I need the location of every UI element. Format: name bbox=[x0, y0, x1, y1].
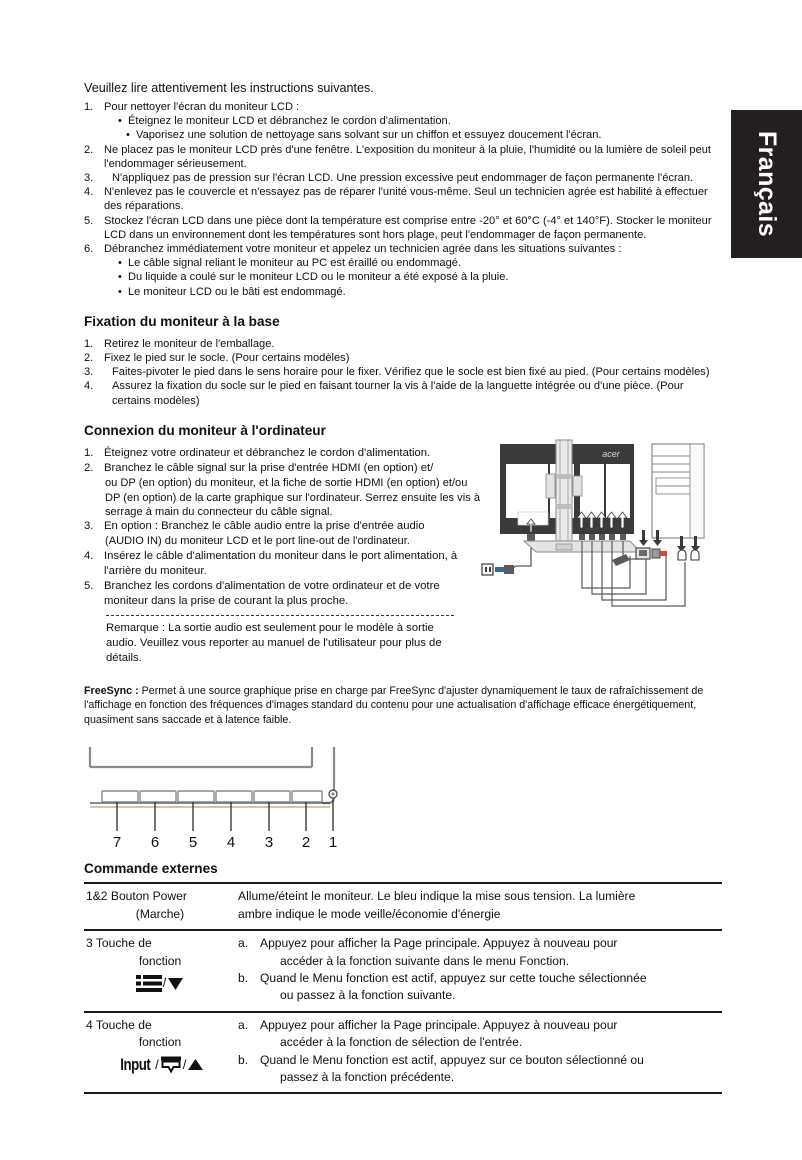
control-description-cell bbox=[236, 1012, 722, 1094]
list-text-continuation: (AUDIO IN) du moniteur LCD et le port line-out de l'ordinateur. bbox=[105, 535, 410, 548]
base-mounting-list bbox=[84, 337, 722, 408]
control-label-line1: 1&2 Bouton Power bbox=[86, 889, 187, 904]
bezel-button-diagram bbox=[84, 745, 384, 853]
list-text: Éteignez le moniteur LCD et débranchez le cordon d'alimentation. bbox=[128, 115, 451, 128]
list-item bbox=[84, 549, 480, 580]
callout-2: 2 bbox=[301, 834, 311, 852]
item-text-continuation: ou passez à la fonction suivante. bbox=[280, 988, 456, 1003]
bezel-diagram-svg bbox=[84, 745, 384, 853]
list-number: 1. bbox=[84, 101, 94, 113]
triangle-up-icon bbox=[187, 1057, 204, 1072]
description-line: Allume/éteint le moniteur. Le bleu indique la mise sous tension. La lumière bbox=[238, 889, 636, 904]
bezel-callout-numbers bbox=[113, 834, 337, 851]
input-label: Input bbox=[119, 1054, 150, 1074]
list-text: Le câble signal reliant le moniteur au PC est éraillé ou endommagé. bbox=[128, 257, 462, 270]
callout-7: 7 bbox=[112, 834, 122, 852]
freesync-label: FreeSync : bbox=[84, 684, 139, 697]
list-text: Insérez le câble d'alimentation du moniteur dans le port alimentation, à l'arrière du moniteur. bbox=[104, 549, 458, 577]
item-text: Quand le Menu fonction est actif, appuyez sur ce bouton sélectionné ou bbox=[260, 1052, 644, 1067]
item-value bbox=[260, 970, 720, 1005]
language-tab-label: Français bbox=[752, 130, 781, 238]
list-text: Retirez le moniteur de l'emballage. bbox=[104, 337, 275, 350]
description-item bbox=[238, 935, 720, 970]
list-number: 3. bbox=[84, 366, 94, 379]
control-glyph-row bbox=[86, 1054, 234, 1076]
list-item bbox=[84, 285, 722, 299]
control-label-cell bbox=[84, 883, 236, 930]
description-item bbox=[238, 1017, 720, 1052]
list-item bbox=[84, 171, 722, 185]
list-text: Faites-pivoter le pied dans le sens horaire pour le fixer. Vérifiez que le socle est bien fixé au pied. (Pour certains modèles) bbox=[112, 366, 710, 379]
monitor-rear-and-tower-diagram bbox=[480, 438, 720, 618]
control-label-line2: fonction bbox=[138, 953, 182, 968]
cable-plug-bodies bbox=[636, 548, 699, 560]
list-number: 1. bbox=[84, 446, 94, 459]
list-text-continuation: ou DP (en option) du moniteur, et la fiche de sortie HDMI (en option) et/ou DP (en option) de la carte graphique sur l'ordinateur. Serrez ensuite les vis à serrage à main du connecteur du câble signal. bbox=[105, 477, 480, 518]
item-key: a. bbox=[238, 1017, 249, 1032]
language-side-tab bbox=[731, 110, 802, 258]
power-plug-icon bbox=[495, 565, 514, 574]
rear-port-connectors bbox=[527, 534, 626, 541]
list-item bbox=[84, 256, 722, 270]
separator-slash: / bbox=[155, 1056, 159, 1072]
connection-block bbox=[84, 446, 722, 667]
list-item bbox=[84, 114, 722, 128]
control-description-cell bbox=[236, 930, 722, 1012]
callout-5: 5 bbox=[188, 834, 198, 852]
bullet-marker: • bbox=[126, 129, 130, 142]
list-item bbox=[84, 446, 480, 461]
description-item bbox=[238, 1052, 720, 1087]
item-text-continuation: accéder à la fonction suivante dans le menu Fonction. bbox=[280, 953, 570, 968]
list-number: 4. bbox=[84, 549, 94, 562]
triangle-down-icon bbox=[167, 976, 184, 991]
list-number: 4. bbox=[84, 380, 94, 393]
divider-dashed bbox=[106, 615, 454, 616]
item-key: a. bbox=[238, 936, 249, 951]
list-menu-icon bbox=[136, 974, 162, 993]
item-value bbox=[260, 1052, 720, 1087]
control-label-line1: 4 Touche de bbox=[86, 1017, 152, 1032]
safety-instructions-list bbox=[84, 100, 722, 299]
list-item bbox=[84, 128, 722, 142]
item-value bbox=[260, 935, 720, 970]
list-item bbox=[84, 185, 722, 213]
bullet-marker: • bbox=[118, 285, 122, 298]
list-item bbox=[84, 242, 722, 256]
table-row bbox=[84, 1012, 722, 1094]
list-text: Branchez le câble signal sur la prise d'entrée HDMI (en option) et/ bbox=[104, 462, 434, 475]
bullet-marker: • bbox=[118, 271, 122, 284]
page-content bbox=[84, 80, 722, 1094]
monitor-cabling-figure bbox=[480, 438, 720, 618]
item-text-continuation: accéder à la fonction de sélection de l'entrée. bbox=[280, 1035, 523, 1050]
callout-3: 3 bbox=[264, 834, 274, 852]
acer-brand-label: acer bbox=[602, 448, 620, 459]
control-label-line2: fonction bbox=[138, 1035, 182, 1050]
list-number: 3. bbox=[84, 520, 94, 533]
list-item bbox=[84, 270, 722, 284]
list-item bbox=[84, 579, 480, 610]
list-item bbox=[84, 100, 722, 114]
intro-lead: Veuillez lire attentivement les instructions suivantes. bbox=[84, 81, 374, 95]
bullet-marker: • bbox=[118, 115, 122, 128]
freesync-paragraph bbox=[84, 684, 722, 728]
list-item bbox=[84, 461, 480, 476]
separator-slash: / bbox=[162, 975, 167, 991]
list-text: Branchez les cordons d'alimentation de votre ordinateur et de votre moniteur dans la prise de courant la plus proche. bbox=[104, 580, 440, 608]
list-number: 6. bbox=[84, 243, 94, 256]
list-item bbox=[84, 379, 722, 407]
wall-outlet-icon bbox=[482, 564, 493, 575]
item-text: Appuyez pour afficher la Page principale. Appuyez à nouveau pour bbox=[260, 1017, 618, 1032]
control-label-cell bbox=[84, 1012, 236, 1094]
list-item bbox=[84, 214, 722, 242]
item-key: b. bbox=[238, 1052, 249, 1067]
list-item bbox=[84, 143, 722, 171]
list-text: Vaporisez une solution de nettoyage sans solvant sur un chiffon et essuyez doucement l'écran. bbox=[136, 129, 602, 142]
control-label-cell bbox=[84, 930, 236, 1012]
list-text: N'enlevez pas le couvercle et n'essayez pas de réparer l'unité vous-même. Seul un technicien agrée est habilité à effectuer des réparations. bbox=[104, 186, 708, 213]
pc-tower bbox=[652, 444, 704, 538]
section-heading-controls: Commande externes bbox=[84, 861, 218, 877]
item-text-continuation: passez à la fonction précédente. bbox=[280, 1070, 455, 1085]
list-number: 5. bbox=[84, 580, 94, 593]
list-text: En option : Branchez le câble audio entre la prise d'entrée audio bbox=[104, 520, 425, 533]
list-text: Pour nettoyer l'écran du moniteur LCD : bbox=[104, 101, 300, 113]
item-text: Appuyez pour afficher la Page principale. Appuyez à nouveau pour bbox=[260, 936, 618, 951]
list-text: N'appliquez pas de pression sur l'écran LCD. Une pression excessive peut endommager de façon permanente l'écran. bbox=[112, 172, 694, 185]
callout-4: 4 bbox=[226, 834, 236, 852]
remark-text: Remarque : La sortie audio est seulement pour le modèle à sortie audio. Veuillez vous reporter au manuel de l'utilisateur pour plus de détails. bbox=[106, 621, 442, 665]
control-glyph-row bbox=[86, 972, 234, 994]
list-item bbox=[84, 337, 722, 351]
description-line: ambre indique le mode veille/économie d'énergie bbox=[238, 906, 501, 921]
item-text: Quand le Menu fonction est actif, appuyez sur cette touche sélectionnée bbox=[260, 971, 647, 986]
list-text: Ne placez pas le moniteur LCD près d'une fenêtre. L'exposition du moniteur à la pluie, l'humidité ou la lumière de soleil peut l'endommager sérieusement. bbox=[104, 143, 711, 170]
control-label-line1: 3 Touche de bbox=[86, 936, 152, 951]
display-input-icon bbox=[160, 1055, 182, 1074]
item-value bbox=[260, 1017, 720, 1052]
list-number: 4. bbox=[84, 186, 94, 199]
list-text: Assurez la fixation du socle sur le pied en faisant tourner la vis à l'aide de la languette intégrée ou d'une pièce. (Pour certains modèles) bbox=[112, 380, 684, 407]
callout-1: 1 bbox=[328, 834, 338, 852]
item-key: b. bbox=[238, 971, 249, 986]
separator-slash: / bbox=[182, 1056, 187, 1072]
list-text: Fixez le pied sur le socle. (Pour certains modèles) bbox=[104, 352, 350, 365]
table-row bbox=[84, 930, 722, 1012]
list-text: Stockez l'écran LCD dans une pièce dont la température est comprise entre -20° et 60°C (-4° et 140°F). Stocker le moniteur LCD dans un environnement dont les températures sont hors plage, peut l'endommager de façon permanente. bbox=[104, 214, 712, 241]
freesync-text: Permet à une source graphique prise en charge par FreeSync d'ajuster dynamiquement le taux de rafraîchissement de l'affichage en fonction des fréquences d'images standard du contenu pour une actualisation d'affichage efficace énergétiquement, quasiment sans saccade et à latence faible. bbox=[84, 684, 704, 726]
list-item bbox=[84, 351, 722, 365]
bezel-buttons bbox=[102, 791, 322, 802]
description-item bbox=[238, 970, 720, 1005]
list-text: Débranchez immédiatement votre moniteur et appelez un technicien agrée dans les situations suivantes : bbox=[104, 243, 622, 256]
control-label-line2: (Marche) bbox=[135, 906, 185, 921]
audio-plug-icon bbox=[612, 554, 630, 566]
section-heading-connect: Connexion du moniteur à l'ordinateur bbox=[84, 422, 326, 438]
connection-steps bbox=[84, 446, 480, 667]
list-item bbox=[84, 365, 722, 379]
control-description-cell bbox=[236, 883, 722, 930]
callout-6: 6 bbox=[150, 834, 160, 852]
list-number: 2. bbox=[84, 462, 94, 475]
list-number: 1. bbox=[84, 337, 94, 350]
table-row bbox=[84, 883, 722, 930]
list-number: 3. bbox=[84, 172, 94, 185]
list-number: 2. bbox=[84, 143, 94, 156]
list-item bbox=[84, 519, 480, 534]
list-text: Du liquide a coulé sur le moniteur LCD ou le moniteur a été exposé à la pluie. bbox=[128, 271, 509, 284]
list-text: Le moniteur LCD ou le bâti est endommagé. bbox=[128, 285, 346, 298]
external-controls-table bbox=[84, 882, 722, 1094]
list-text: Éteignez votre ordinateur et débranchez le cordon d'alimentation. bbox=[104, 446, 431, 459]
list-number: 2. bbox=[84, 352, 94, 365]
bullet-marker: • bbox=[118, 257, 122, 270]
list-number: 5. bbox=[84, 214, 94, 227]
section-heading-base: Fixation du moniteur à la base bbox=[84, 313, 280, 329]
